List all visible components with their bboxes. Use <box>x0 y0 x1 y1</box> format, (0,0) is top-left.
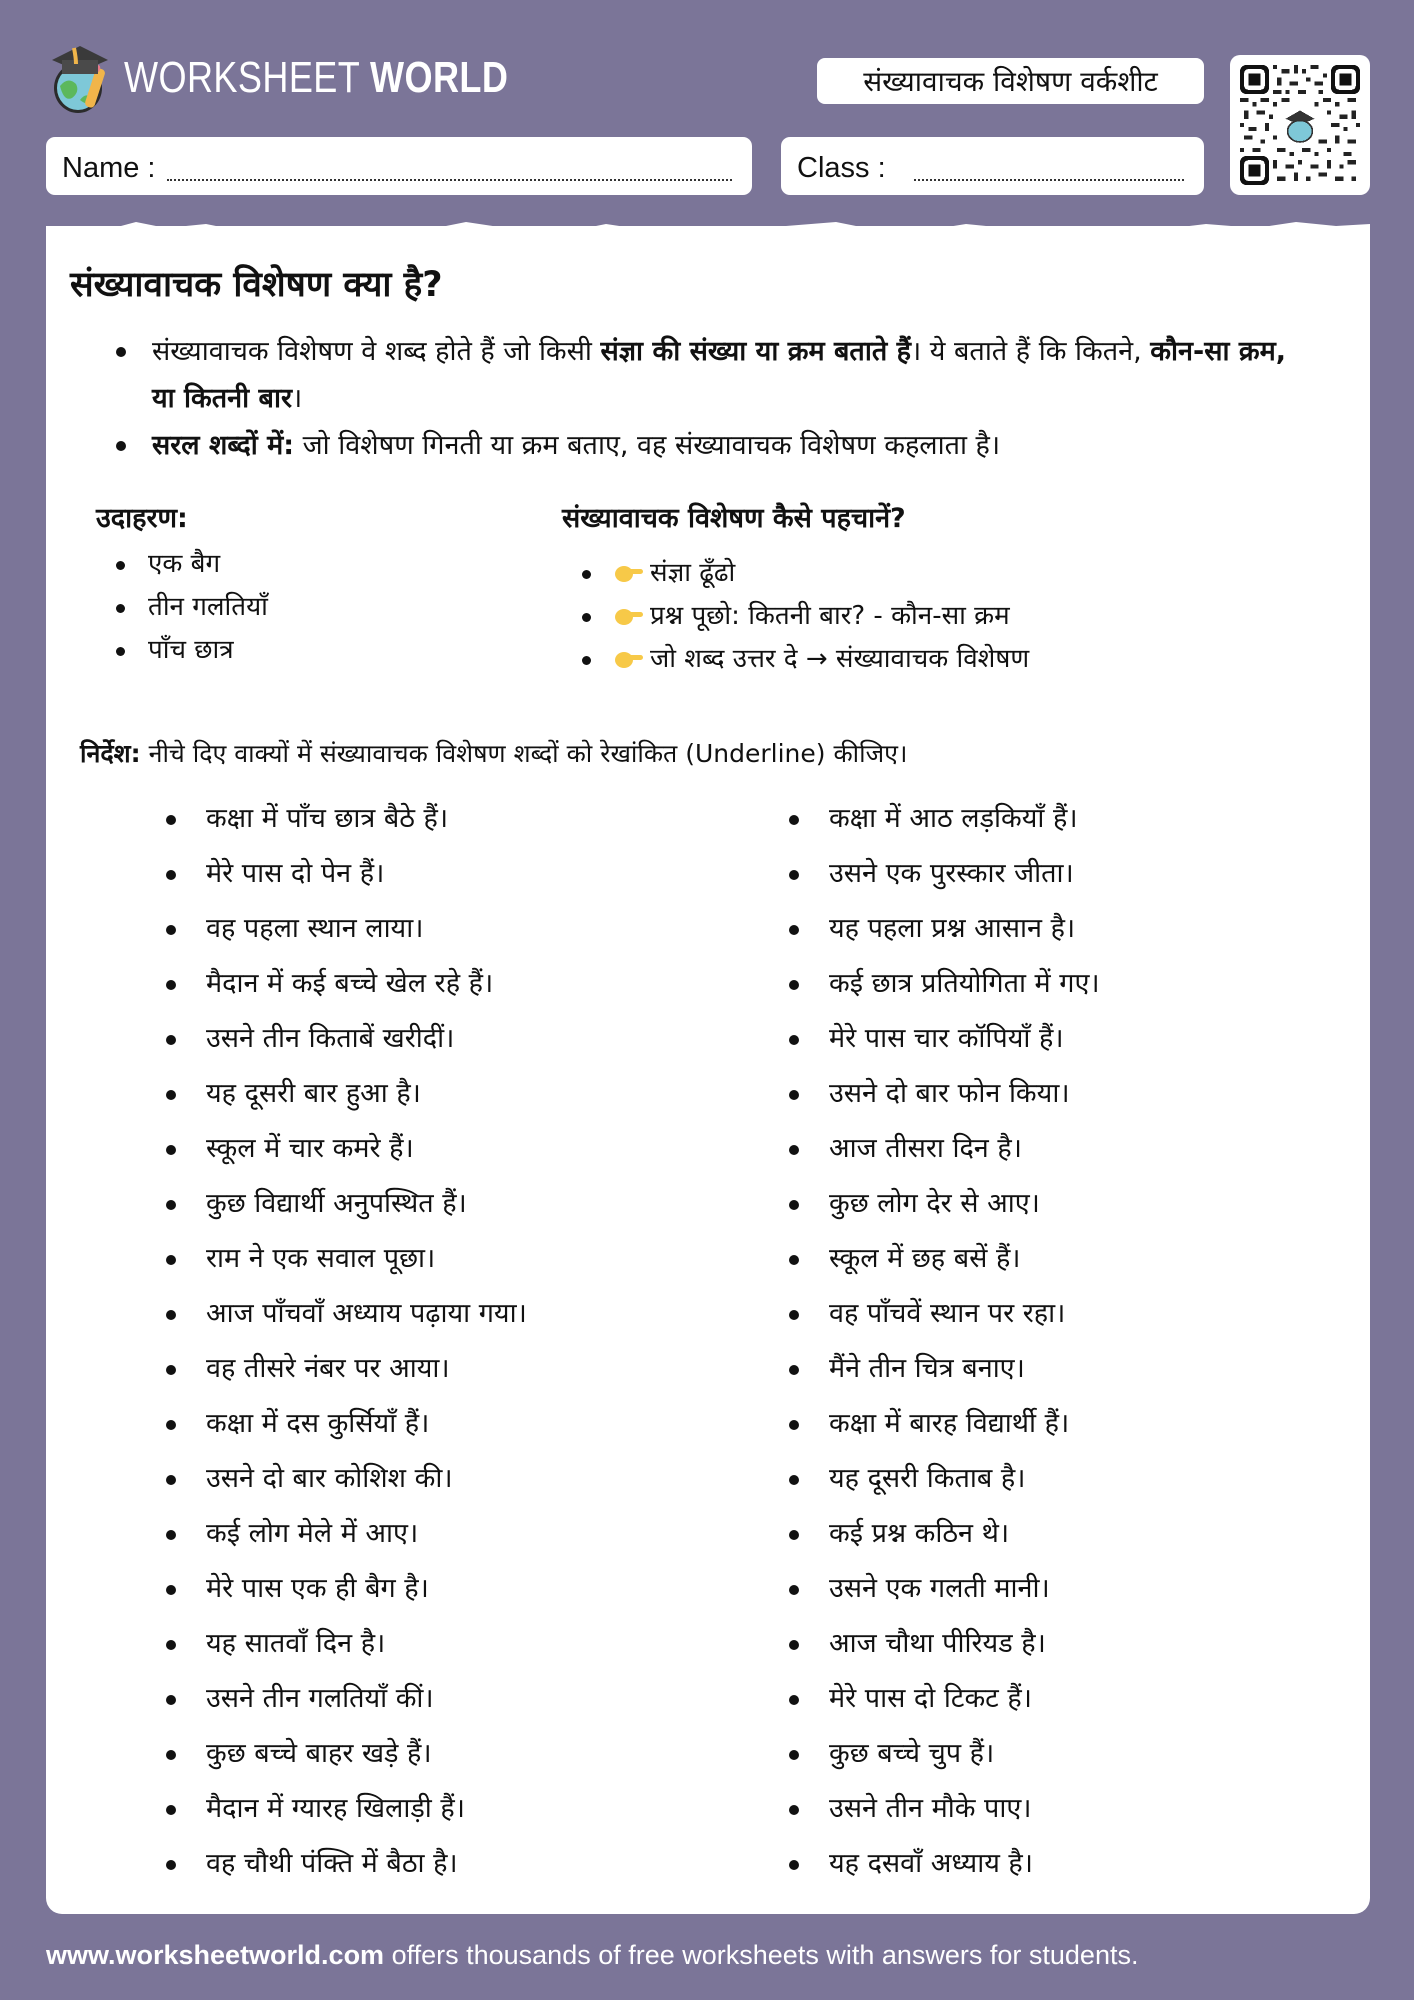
sentence-item[interactable]: कई छात्र प्रतियोगिता में गए। <box>789 956 1100 1011</box>
brand-name: WORKSHEET WORLD <box>124 53 509 102</box>
sentence-item[interactable]: मैदान में ग्यारह खिलाड़ी हैं। <box>166 1781 527 1836</box>
pointing-hand-icon <box>614 646 644 670</box>
sentence-item[interactable]: यह दसवाँ अध्याय है। <box>789 1836 1100 1891</box>
sentence-item[interactable]: कई प्रश्न कठिन थे। <box>789 1506 1100 1561</box>
qr-code-icon <box>1240 65 1360 185</box>
sentence-item[interactable]: कक्षा में बारह विद्यार्थी हैं। <box>789 1396 1100 1451</box>
footer: www.worksheetworld.com offers thousands of free worksheets with answers for students. <box>46 1940 1139 1970</box>
name-field[interactable] <box>46 137 752 195</box>
sentence-item[interactable]: मेरे पास चार कॉपियाँ हैं। <box>789 1011 1100 1066</box>
sentence-item[interactable]: आज चौथा पीरियड है। <box>789 1616 1100 1671</box>
sentence-item[interactable]: वह पहला स्थान लाया। <box>166 901 527 956</box>
sentence-item[interactable]: आज तीसरा दिन है। <box>789 1121 1100 1176</box>
sentence-item[interactable]: मेरे पास दो टिकट हैं। <box>789 1671 1100 1726</box>
examples-heading: उदाहरण: <box>96 503 188 534</box>
sentence-item[interactable]: यह दूसरी किताब है। <box>789 1451 1100 1506</box>
sentence-item[interactable]: उसने तीन गलतियाँ कीं। <box>166 1671 527 1726</box>
identify-item: संज्ञा ढूँढो <box>580 552 1029 595</box>
sentence-item[interactable]: मैदान में कई बच्चे खेल रहे हैं। <box>166 956 527 1011</box>
intro-bullet-definition: संख्यावाचक विशेषण वे शब्द होते हैं जो किसी संज्ञा की संख्या या क्रम बताते हैं। ये बताते हैं कि कितने, कौन-सा क्रम, या कितनी बार। <box>116 328 1316 422</box>
sentences-left-column <box>166 791 527 1891</box>
sentence-item[interactable]: उसने एक गलती मानी। <box>789 1561 1100 1616</box>
name-label: Name : <box>62 152 156 184</box>
class-label: Class : <box>797 152 886 184</box>
sentence-item[interactable]: मेरे पास दो पेन हैं। <box>166 846 527 901</box>
sentence-item[interactable]: कई लोग मेले में आए। <box>166 1506 527 1561</box>
sentence-item[interactable]: वह पाँचवें स्थान पर रहा। <box>789 1286 1100 1341</box>
sentence-item[interactable]: आज पाँचवाँ अध्याय पढ़ाया गया। <box>166 1286 527 1341</box>
sentence-item[interactable]: कुछ लोग देर से आए। <box>789 1176 1100 1231</box>
sentence-item[interactable]: कक्षा में पाँच छात्र बैठे हैं। <box>166 791 527 846</box>
identify-heading: संख्यावाचक विशेषण कैसे पहचानें? <box>562 503 906 534</box>
sentence-item[interactable]: यह सातवाँ दिन है। <box>166 1616 527 1671</box>
sentence-item[interactable]: राम ने एक सवाल पूछा। <box>166 1231 527 1286</box>
sentence-item[interactable]: स्कूल में छह बसें हैं। <box>789 1231 1100 1286</box>
name-input-line[interactable] <box>167 179 732 181</box>
worksheet-card <box>46 226 1370 1914</box>
intro-list <box>116 328 1316 469</box>
identify-item: प्रश्न पूछो: कितनी बार? - कौन-सा क्रम <box>580 595 1029 638</box>
sentence-item[interactable]: कक्षा में दस कुर्सियाँ हैं। <box>166 1396 527 1451</box>
identify-item: जो शब्द उत्तर दे → संख्यावाचक विशेषण <box>580 638 1029 681</box>
sentence-item[interactable]: उसने तीन मौके पाए। <box>789 1781 1100 1836</box>
class-input-line[interactable] <box>914 179 1184 181</box>
sentence-item[interactable]: उसने तीन किताबें खरीदीं। <box>166 1011 527 1066</box>
qr-code[interactable] <box>1230 55 1370 195</box>
pointing-hand-icon <box>614 560 644 584</box>
class-field[interactable] <box>781 137 1204 195</box>
sentence-item[interactable]: उसने दो बार फोन किया। <box>789 1066 1100 1121</box>
brand-logo <box>46 40 593 116</box>
sentence-item[interactable]: यह पहला प्रश्न आसान है। <box>789 901 1100 956</box>
sentence-item[interactable]: वह तीसरे नंबर पर आया। <box>166 1341 527 1396</box>
sentence-item[interactable]: उसने एक पुरस्कार जीता। <box>789 846 1100 901</box>
sentence-item[interactable]: वह चौथी पंक्ति में बैठा है। <box>166 1836 527 1891</box>
example-item: एक बैग <box>114 543 268 586</box>
sentence-item[interactable]: उसने दो बार कोशिश की। <box>166 1451 527 1506</box>
globe-graduation-cap-icon <box>46 40 116 116</box>
directions: निर्देश: नीचे दिए वाक्यों में संख्यावाचक विशेषण शब्दों को रेखांकित (Underline) कीजिए। <box>80 739 908 768</box>
pointing-hand-icon <box>614 603 644 627</box>
intro-heading: संख्यावाचक विशेषण क्या है? <box>70 265 443 305</box>
sentence-item[interactable]: कुछ विद्यार्थी अनुपस्थित हैं। <box>166 1176 527 1231</box>
identify-list <box>580 552 1029 681</box>
torn-paper-edge <box>46 212 1370 242</box>
footer-site-link[interactable]: www.worksheetworld.com <box>46 1940 385 1970</box>
example-item: तीन गलतियाँ <box>114 586 268 629</box>
sentence-item[interactable]: मेरे पास एक ही बैग है। <box>166 1561 527 1616</box>
sentence-item[interactable]: मैंने तीन चित्र बनाए। <box>789 1341 1100 1396</box>
sentence-item[interactable]: कुछ बच्चे बाहर खड़े हैं। <box>166 1726 527 1781</box>
examples-list <box>114 543 268 672</box>
sentence-item[interactable]: स्कूल में चार कमरे हैं। <box>166 1121 527 1176</box>
intro-bullet-simple: सरल शब्दों में: जो विशेषण गिनती या क्रम बताए, वह संख्यावाचक विशेषण कहलाता है। <box>116 422 1316 469</box>
sentences-right-column <box>789 791 1100 1891</box>
example-item: पाँच छात्र <box>114 629 268 672</box>
sentence-item[interactable]: यह दूसरी बार हुआ है। <box>166 1066 527 1121</box>
sentence-item[interactable]: कुछ बच्चे चुप हैं। <box>789 1726 1100 1781</box>
sentence-item[interactable]: कक्षा में आठ लड़कियाँ हैं। <box>789 791 1100 846</box>
worksheet-title: संख्यावाचक विशेषण वर्कशीट <box>817 58 1204 104</box>
